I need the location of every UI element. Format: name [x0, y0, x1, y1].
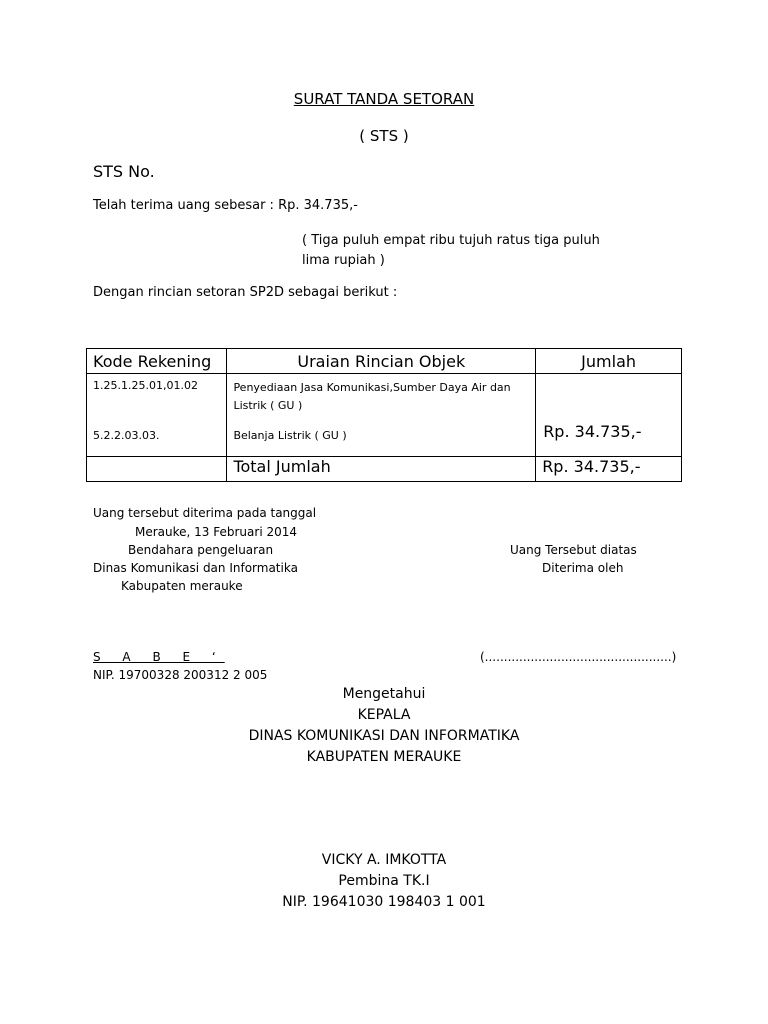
account-code: 1.25.1.25.01,01.02 [93, 379, 198, 392]
approval-heading: Mengetahui [342, 686, 426, 702]
detail-intro: Dengan rincian setoran SP2D sebagai berikut : [93, 285, 398, 300]
total-empty-cell [87, 457, 227, 482]
header-jumlah: Jumlah [536, 349, 682, 374]
account-code: 5.2.2.03.03. [93, 429, 160, 442]
header-kode-rekening: Kode Rekening [87, 349, 227, 374]
head-nip: NIP. 19641030 198403 1 001 [282, 894, 486, 910]
approval-title: KEPALA [357, 707, 411, 723]
total-row [87, 457, 682, 482]
approval-office: DINAS KOMUNIKASI DAN INFORMATIKA [248, 728, 520, 744]
sts-number: STS No. [93, 162, 155, 181]
row-amount: Rp. 34.735,- [543, 422, 642, 441]
table-row [87, 374, 682, 457]
total-amount: Rp. 34.735,- [536, 457, 682, 482]
amount-received-line: Telah terima uang sebesar : Rp. 34.735,- [93, 198, 358, 213]
document-title: SURAT TANDA SETORAN [293, 90, 475, 108]
treasurer-nip: NIP. 19700328 200312 2 005 [93, 668, 268, 682]
approval-region: KABUPATEN MERAUKE [306, 749, 462, 765]
receiver-signature-blank: (.................................................) [480, 650, 677, 664]
amount-in-words: ( Tiga puluh empat ribu tujuh ratus tiga puluh lima rupiah ) [302, 233, 600, 268]
receipt-line-1: Uang tersebut diterima pada tanggal [93, 506, 317, 520]
object-description: Belanja Listrik ( GU ) [233, 429, 347, 442]
head-name: VICKY A. IMKOTTA [321, 852, 447, 868]
head-rank: Pembina TK.I [338, 873, 430, 889]
amount-cell [536, 374, 682, 457]
receiver-line-1: Uang Tersebut diatas [510, 543, 637, 557]
treasurer-region: Kabupaten merauke [121, 579, 243, 593]
receiver-line-2: Diterima oleh [542, 561, 624, 575]
deposit-detail-table [86, 348, 682, 482]
header-uraian: Uraian Rincian Objek [227, 349, 536, 374]
table-header-row [87, 349, 682, 374]
receipt-place-date: Merauke, 13 Februari 2014 [135, 525, 298, 539]
code-cell [87, 374, 227, 457]
treasurer-office: Dinas Komunikasi dan Informatika [93, 561, 298, 575]
total-label: Total Jumlah [227, 457, 536, 482]
object-description: Penyediaan Jasa Komunikasi,Sumber Daya Air dan Listrik ( GU ) [233, 381, 511, 412]
treasurer-name: S A B E ‘ [93, 650, 225, 664]
document-subtitle: ( STS ) [359, 127, 409, 145]
treasurer-role: Bendahara pengeluaran [128, 543, 274, 557]
description-cell [227, 374, 536, 457]
